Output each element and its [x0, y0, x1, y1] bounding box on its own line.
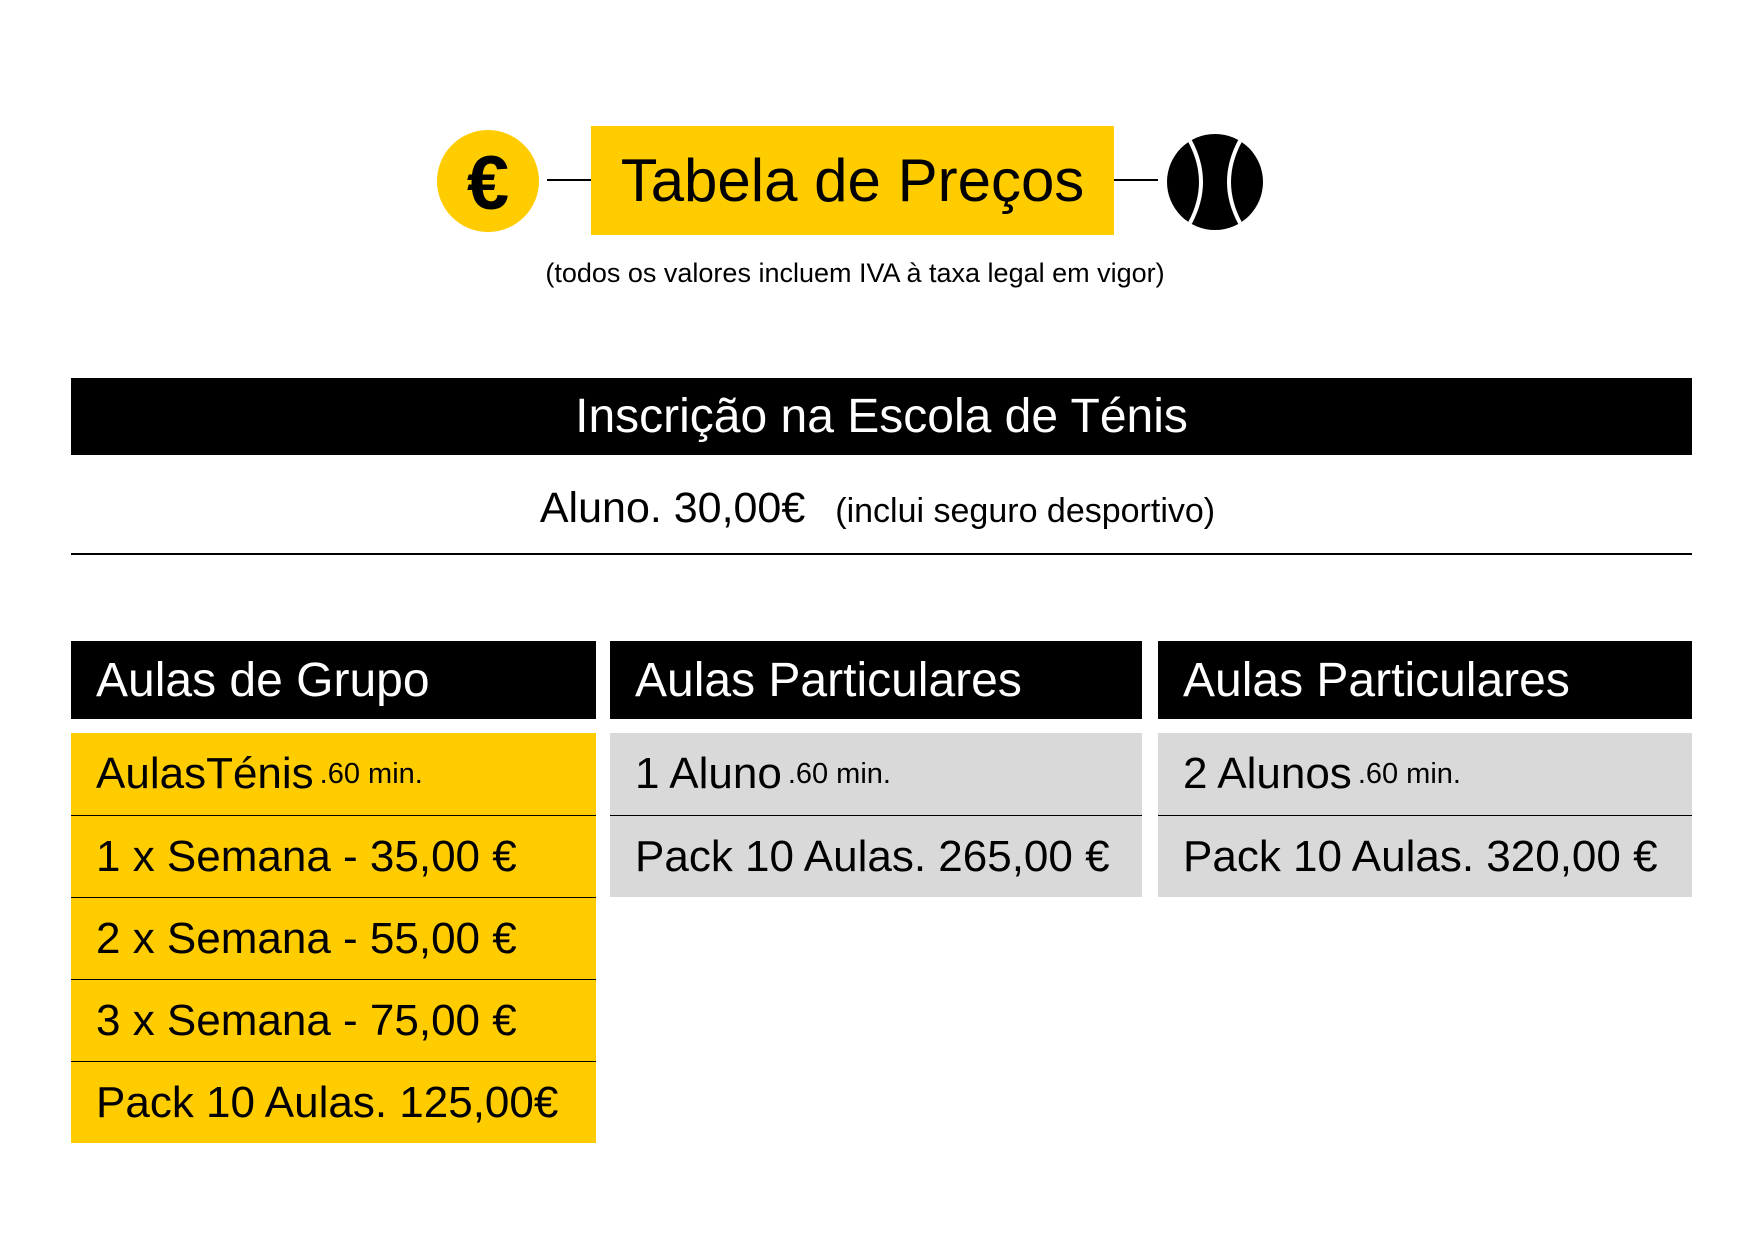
- tennis-ball-icon: [1166, 133, 1264, 231]
- connector-left: [547, 179, 591, 181]
- euro-icon: [437, 130, 539, 232]
- subheading-name: 2 Alunos: [1183, 749, 1352, 798]
- price-row: Pack 10 Aulas. 320,00 €: [1158, 815, 1692, 897]
- subheading-duration: .60 min.: [787, 757, 891, 790]
- enrollment-header: Inscrição na Escola de Ténis: [71, 378, 1692, 455]
- subheading-duration: .60 min.: [1357, 757, 1461, 790]
- price-row: Pack 10 Aulas. 265,00 €: [610, 815, 1142, 897]
- private-classes-one-column: [610, 641, 1142, 897]
- column-header: Aulas Particulares: [610, 641, 1142, 719]
- subheading-name: AulasTénis: [96, 749, 314, 798]
- divider: [71, 553, 1692, 555]
- subheading-duration: .60 min.: [319, 757, 423, 790]
- price-row: 1 x Semana - 35,00 €: [71, 815, 596, 897]
- price-row: 3 x Semana - 75,00 €: [71, 979, 596, 1061]
- private-classes-two-column: [1158, 641, 1692, 897]
- page-title: Tabela de Preços: [591, 126, 1114, 235]
- group-classes-column: [71, 641, 596, 1143]
- connector-right: [1114, 179, 1158, 181]
- subheading-name: 1 Aluno: [635, 749, 782, 798]
- enrollment-price-line: [0, 484, 1755, 533]
- column-subheading: [71, 733, 596, 815]
- column-subheading: [1158, 733, 1692, 815]
- price-row: Pack 10 Aulas. 125,00€: [71, 1061, 596, 1143]
- column-header: Aulas Particulares: [1158, 641, 1692, 719]
- column-subheading: [610, 733, 1142, 815]
- euro-symbol: €: [466, 141, 510, 226]
- column-header: Aulas de Grupo: [71, 641, 596, 719]
- price-row: 2 x Semana - 55,00 €: [71, 897, 596, 979]
- enrollment-note: (inclui seguro desportivo): [835, 492, 1216, 530]
- enrollment-price: Aluno. 30,00€: [539, 484, 806, 532]
- vat-note: (todos os valores incluem IVA à taxa legal em vigor): [545, 258, 1165, 288]
